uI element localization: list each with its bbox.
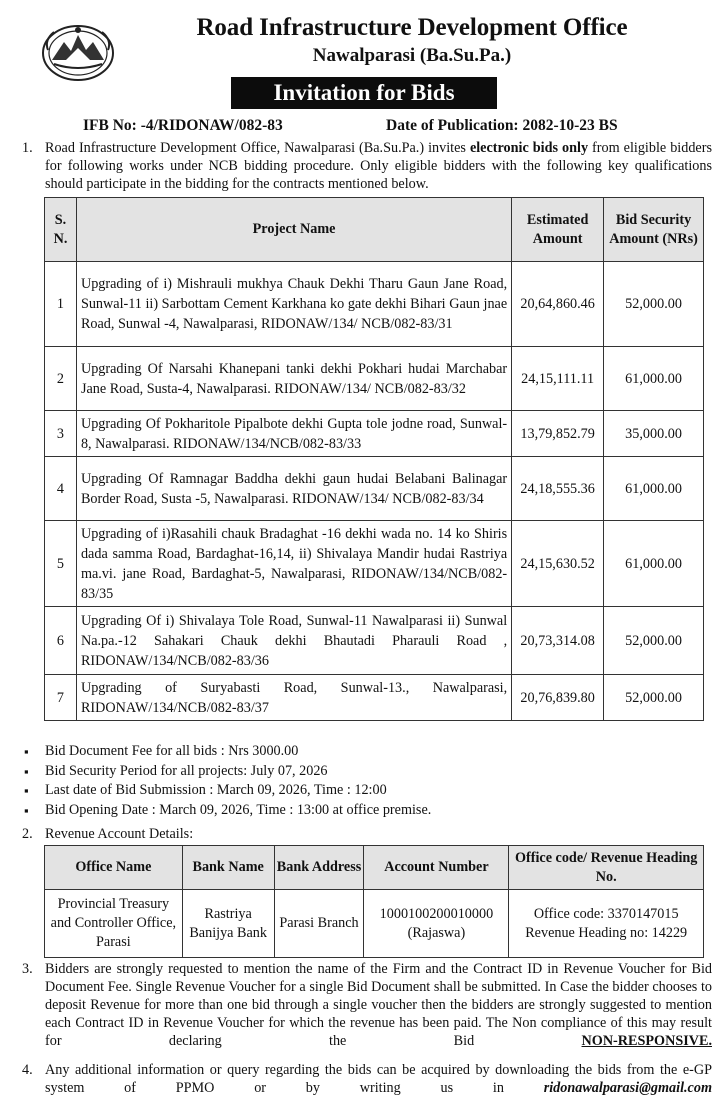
office-code-cell — [509, 890, 704, 958]
item-1 — [22, 139, 712, 193]
bank-name: Rastriya Banijya Bank — [182, 890, 274, 958]
row-sn: 6 — [45, 607, 77, 675]
project-name: Upgrading Of Narsahi Khanepani tanki dekhi Pokhari hudai Marchabar Jane Road, Susta-4, Nawalparasi. RIDONAW/134/ NCB/082-83/32 — [76, 347, 511, 411]
account-note: (Rajaswa) — [407, 924, 466, 941]
project-name: Upgrading of i)Rasahili chauk Bradaghat -16 dekhi wada no. 14 ko Shiris dada samma Road, Bardaghat-16,14, ii) Shivalaya Mandir hudai Rastriya ma.vi. jane Road, Bardaghat-5, Nawalparasi, RIDONAW/134/NCB/082-83/35 — [76, 521, 511, 607]
header-account-number: Account Number — [364, 846, 509, 890]
non-responsive-emphasis: NON-RESPONSIVE. — [581, 1033, 712, 1049]
table-row — [45, 411, 704, 457]
estimated-amount: 20,73,314.08 — [512, 607, 604, 675]
revenue-heading: Revenue Heading no: 14229 — [525, 924, 688, 941]
estimated-amount: 24,15,111.11 — [512, 347, 604, 411]
item-2 — [22, 825, 712, 843]
item-2-text: Revenue Account Details: — [45, 826, 194, 842]
project-name: Upgrading Of Ramnagar Baddha dekhi gaun hudai Belabani Balinagar Border Road, Susta -5, Nawalparasi. RIDONAW/134/ NCB/082-83/34 — [76, 457, 511, 521]
list-item: ▪ Bid Opening Date : March 09, 2026, Time : 13:00 at office premise. — [22, 801, 712, 821]
table-row — [45, 521, 704, 607]
item-number: 4. — [22, 1062, 33, 1078]
nepal-emblem-icon — [40, 20, 116, 82]
item-1-text-a: Road Infrastructure Development Office, Nawalparasi (Ba.Su.Pa.) invites — [45, 140, 470, 156]
project-name: Upgrading of Suryabasti Road, Sunwal-13., Nawalparasi, RIDONAW/134/NCB/082-83/37 — [76, 675, 511, 721]
header-sn: S. N. — [45, 198, 77, 262]
office-title: Road Infrastructure Development Office — [196, 14, 628, 41]
header-office-name: Office Name — [45, 846, 183, 890]
list-item: ▪ Last date of Bid Submission : March 09, 2026, Time : 12:00 — [22, 781, 712, 801]
row-sn: 4 — [45, 457, 77, 521]
table-row — [45, 347, 704, 411]
header-bid-security: Bid Security Amount (NRs) — [604, 198, 704, 262]
contact-email[interactable]: ridonawalparasi@gmail.com — [543, 1080, 712, 1096]
estimated-amount: 24,15,630.52 — [512, 521, 604, 607]
revenue-header-row — [45, 846, 704, 890]
header-estimated-amount: Estimated Amount — [512, 198, 604, 262]
row-sn: 2 — [45, 347, 77, 411]
bid-security-amount: 52,000.00 — [604, 607, 704, 675]
bid-security-amount: 61,000.00 — [604, 347, 704, 411]
item-3-text: Bidders are strongly requested to mention the name of the Firm and the Contract ID in Revenue Voucher for Bid Document Fee. Single Revenue Voucher for a single Bid Document shall be submitted. In Case the bidder chooses to deposit Revenue for more than one bid through a single voucher then the bidders are strongly suggested to mention each Contract ID in Revenue Voucher for which the revenue has been paid. The Non compliance of this may result for declaring the Bid — [45, 961, 712, 1049]
office-name: Provincial Treasury and Controller Office, Parasi — [45, 890, 183, 958]
row-sn: 7 — [45, 675, 77, 721]
row-sn: 5 — [45, 521, 77, 607]
row-sn: 1 — [45, 262, 77, 347]
estimated-amount: 20,64,860.46 — [512, 262, 604, 347]
office-code: Office code: 3370147015 — [533, 905, 679, 922]
office-location: Nawalparasi (Ba.Su.Pa.) — [312, 45, 512, 66]
works-header-row — [45, 198, 704, 262]
estimated-amount: 20,76,839.80 — [512, 675, 604, 721]
revenue-row — [45, 890, 704, 958]
revenue-table — [44, 845, 704, 958]
bid-security-amount: 61,000.00 — [604, 457, 704, 521]
estimated-amount: 13,79,852.79 — [512, 411, 604, 457]
project-name: Upgrading Of i) Shivalaya Tole Road, Sunwal-11 Nawalparasi ii) Sunwal Na.pa.-12 Sahakari Chauk dekhi Bhautadi Pharauli Road , RIDONAW/134/NCB/082-83/36 — [76, 607, 511, 675]
account-number — [364, 890, 509, 958]
header-bank-name: Bank Name — [182, 846, 274, 890]
header-project-name: Project Name — [76, 198, 511, 262]
project-name: Upgrading Of Pokharitole Pipalbote dekhi Gupta tole jodne road, Sunwal-8, Nawalparasi. RIDONAW/134/NCB/082-83/33 — [76, 411, 511, 457]
item-number: 3. — [22, 961, 33, 977]
header-bank-address: Bank Address — [274, 846, 364, 890]
list-item: ▪ Bid Security Period for all projects: July 07, 2026 — [22, 762, 712, 782]
project-name: Upgrading of i) Mishrauli mukhya Chauk Dekhi Tharu Gaun Jane Road, Sunwal-11 ii) Sarbottam Cement Karkhana ko gate dekhi Bihari Gaun jnae Road, Sunwal -4, Nawalparasi, RIDONAW/134/ NCB/082-83/31 — [76, 262, 511, 347]
header-office-code: Office code/ Revenue Heading No. — [509, 846, 704, 890]
ifb-number: IFB No: -4/RIDONAW/082-83 — [83, 117, 283, 134]
bid-details-list — [22, 742, 712, 820]
works-table — [44, 197, 704, 721]
estimated-amount: 24,18,555.36 — [512, 457, 604, 521]
publication-date: Date of Publication: 2082-10-23 BS — [386, 117, 618, 134]
list-item: ▪ Bid Document Fee for all bids : Nrs 3000.00 — [22, 742, 712, 762]
row-sn: 3 — [45, 411, 77, 457]
bank-address: Parasi Branch — [274, 890, 364, 958]
bid-security-amount: 61,000.00 — [604, 521, 704, 607]
item-4 — [22, 1061, 712, 1115]
item-4-text: Any additional information or query regarding the bids can be acquired by downloading the bids from the e-GP system of PPMO or by writing us in — [45, 1062, 712, 1096]
table-row — [45, 457, 704, 521]
item-number: 2. — [22, 826, 33, 842]
bid-security-amount: 52,000.00 — [604, 262, 704, 347]
item-1-text-b: from eligible bidders for following works under NCB bidding procedure. Only eligible bidders with the following key qualifications should participate in the bidding for the contracts mentioned below. — [45, 140, 712, 192]
item-1-bold: electronic bids only — [469, 140, 589, 156]
item-number: 1. — [22, 140, 33, 156]
bid-security-amount: 35,000.00 — [604, 411, 704, 457]
item-3 — [22, 960, 712, 1068]
table-row — [45, 607, 704, 675]
bid-security-amount: 52,000.00 — [604, 675, 704, 721]
table-row — [45, 262, 704, 347]
invitation-banner: Invitation for Bids — [231, 77, 497, 109]
account-number-value: 1000100200010000 — [379, 905, 494, 922]
table-row — [45, 675, 704, 721]
